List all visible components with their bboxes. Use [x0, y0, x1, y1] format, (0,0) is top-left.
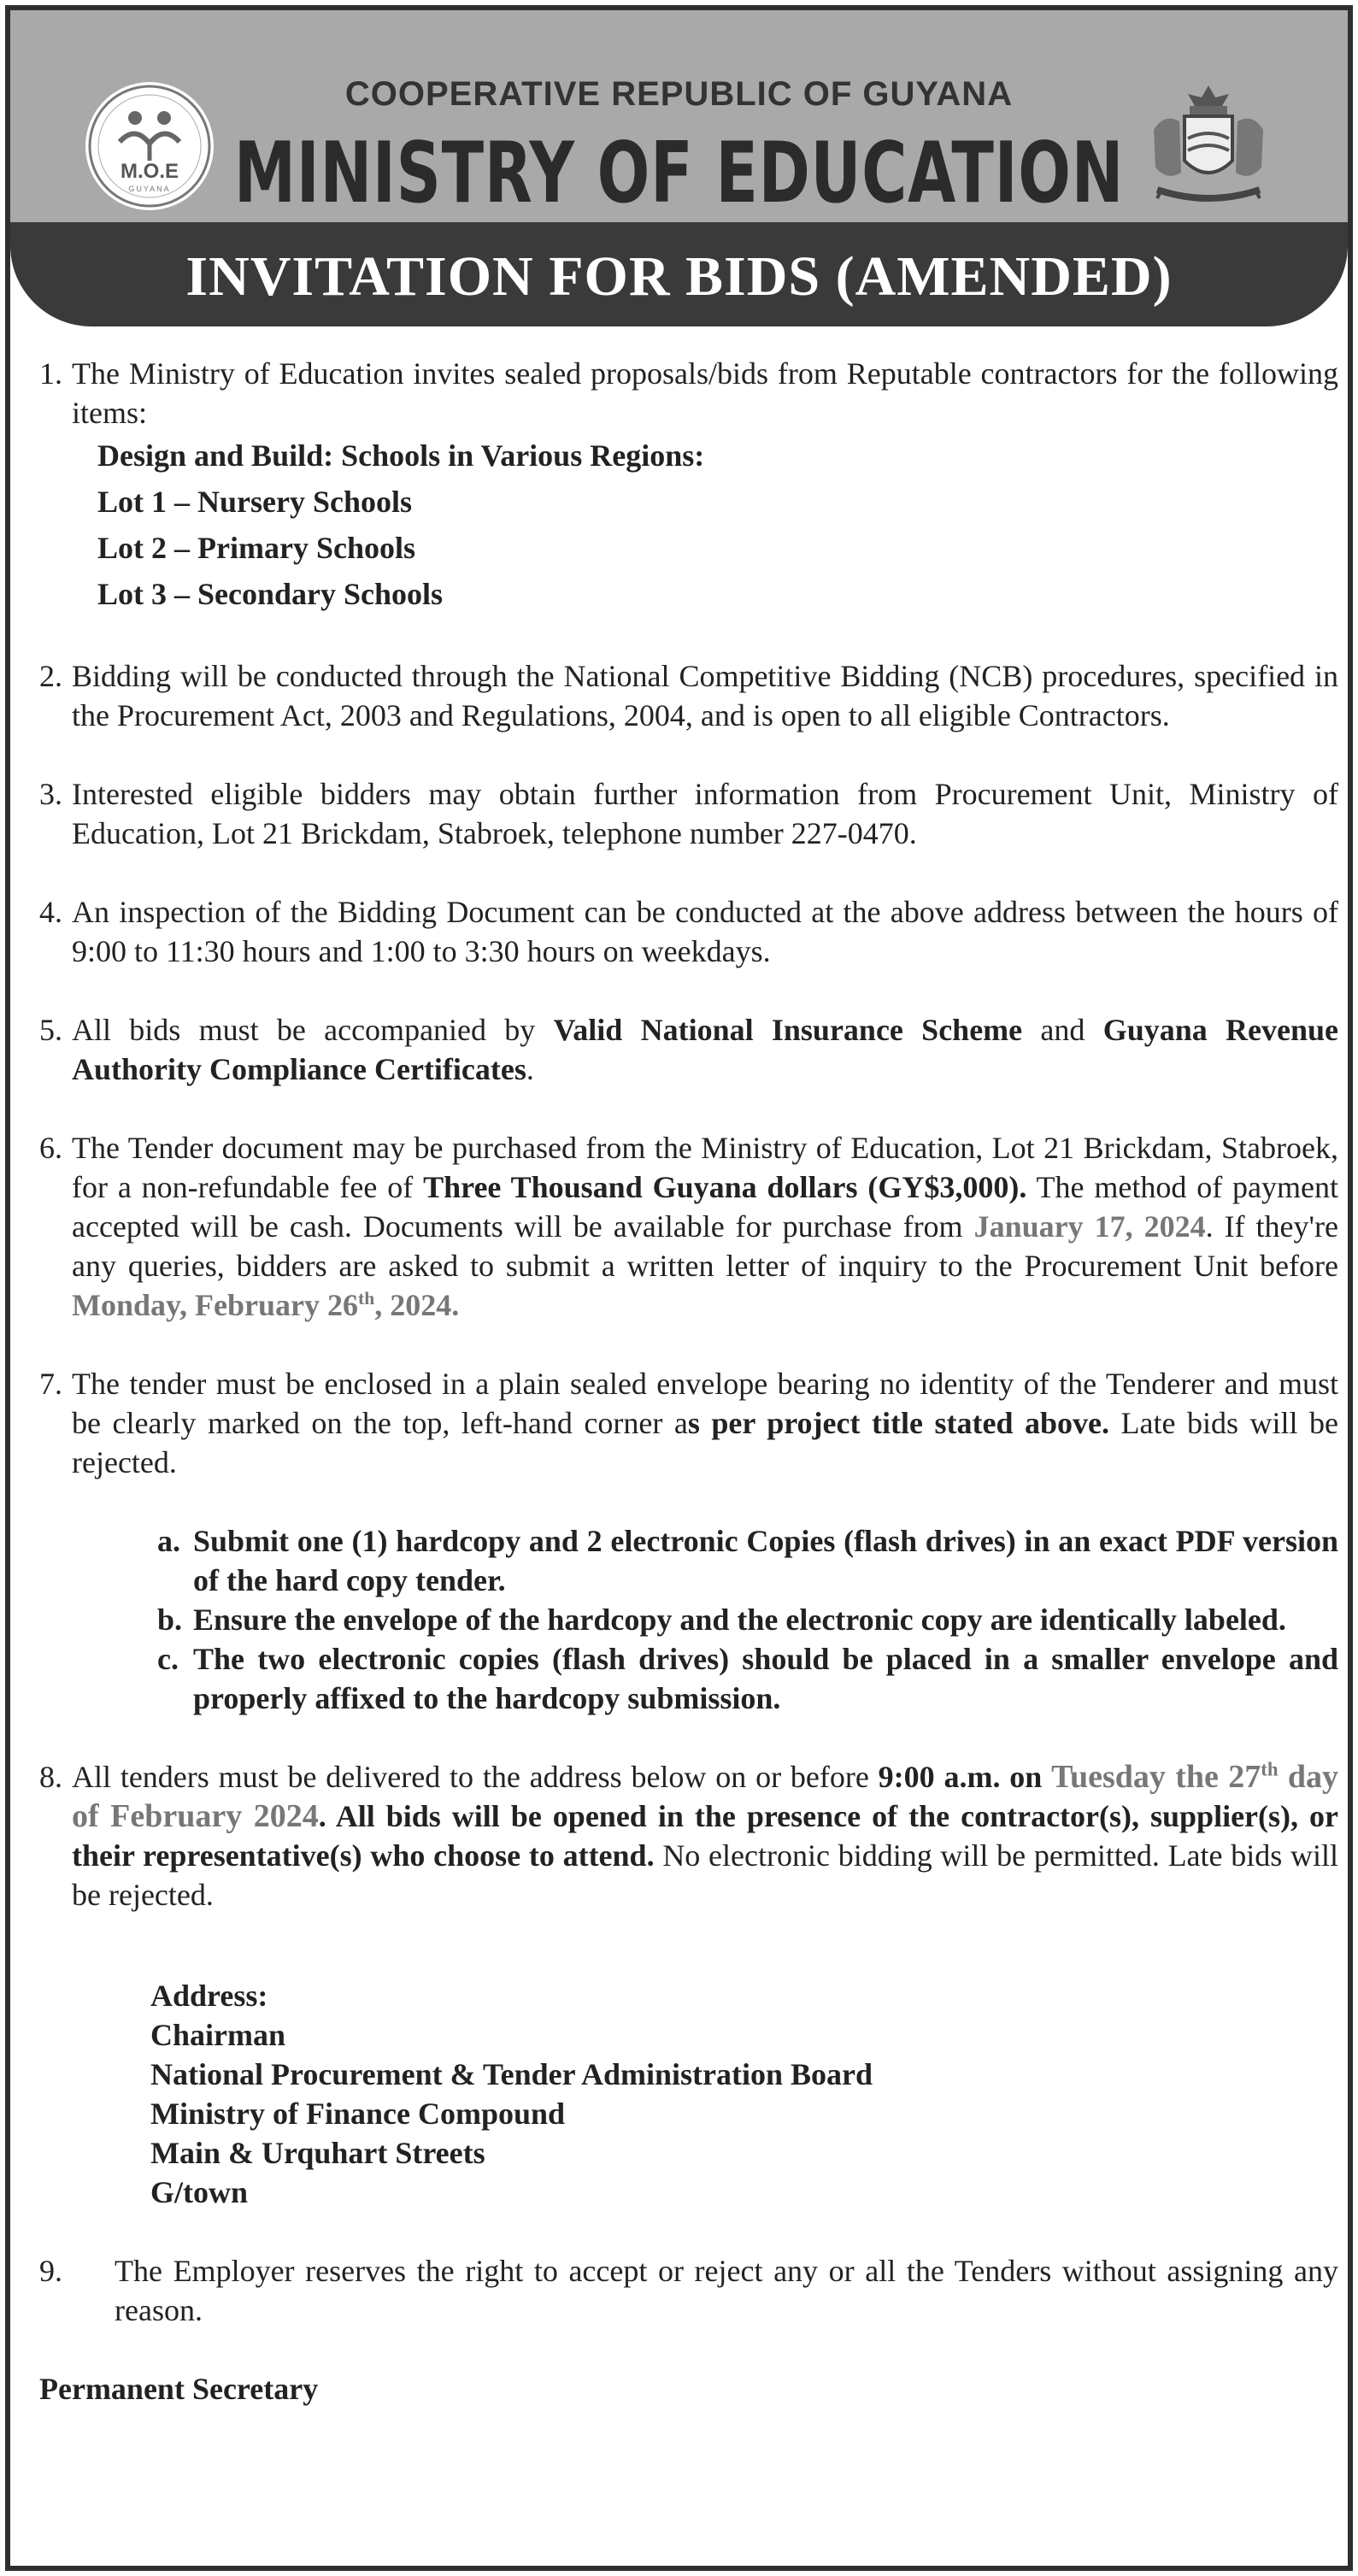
- text-run: . If they're any queries, bidders are asked to submit a written letter of inquiry to the Procurement Unit before: [72, 1209, 1338, 1283]
- banner-title: INVITATION FOR BIDS (AMENDED): [185, 245, 1173, 308]
- list-text: The two electronic copies (flash drives) should be placed in a smaller envelope and properly affixed to the hardcopy submission.: [193, 1642, 1338, 1715]
- text-run: The Tender document may be purchased from the Ministry of Education, Lot 21 Brickdam, Stabroek, for a non-refundable fee of: [72, 1131, 1338, 1204]
- list-label: a.: [157, 1524, 180, 1558]
- logo-subtext: GUYANA: [128, 185, 171, 193]
- text-run: and: [1022, 1013, 1103, 1047]
- item-3: [39, 774, 1338, 853]
- list-text: Submit one (1) hardcopy and 2 electronic Copies (flash drives) in an exact PDF version of the hard copy tender.: [193, 1524, 1338, 1597]
- item-text: An inspection of the Bidding Document can be conducted at the above address between the hours of 9:00 to 11:30 hours and 1:00 to 3:30 hours on weekdays.: [72, 895, 1338, 968]
- item-9: [39, 2251, 1338, 2330]
- item-2: [39, 656, 1338, 735]
- item-text: [72, 1128, 1338, 1325]
- lot-item: Lot 2 – Primary Schools: [97, 531, 415, 565]
- item-7: [39, 1364, 1338, 1718]
- lots-heading: Design and Build: Schools in Various Regions:: [97, 438, 705, 473]
- item-5: [39, 1010, 1338, 1089]
- item-number: 3.: [39, 777, 62, 811]
- advertisement-frame: [5, 5, 1353, 2571]
- item-number: 4.: [39, 895, 62, 929]
- item-number: 5.: [39, 1013, 62, 1047]
- address-line: Ministry of Finance Compound: [150, 2097, 566, 2131]
- address-line: Address:: [150, 1979, 268, 2013]
- lot-item: Lot 3 – Secondary Schools: [97, 577, 444, 611]
- text-run: The method of payment accepted will be cash. Documents will be available for purchase from: [72, 1170, 1339, 1244]
- header: [10, 10, 1348, 222]
- item-number: 8.: [39, 1760, 62, 1794]
- item-8: [39, 1757, 1338, 1914]
- lots-list: [97, 432, 1338, 617]
- item-text: [72, 1364, 1338, 1718]
- address-line: G/town: [150, 2175, 249, 2209]
- text-run: All bids must be accompanied by: [72, 1013, 554, 1047]
- country-name: COOPERATIVE REPUBLIC OF GUYANA: [344, 75, 1014, 113]
- ordinal-suffix: th: [1261, 1758, 1279, 1780]
- text-run: The tender must be enclosed in a plain sealed envelope bearing no identity of the Tenderer and must be clearly marked on the top, left-hand corner a: [72, 1367, 1338, 1440]
- delivery-date-day: Tuesday the 27: [1051, 1759, 1261, 1795]
- list-text: Ensure the envelope of the hardcopy and the electronic copy are identically labeled.: [193, 1603, 1286, 1637]
- list-item: [157, 1521, 1338, 1600]
- item-number: 2.: [39, 659, 62, 693]
- lot-item: Lot 1 – Nursery Schools: [97, 485, 412, 519]
- address-line: Main & Urquhart Streets: [150, 2136, 485, 2170]
- address-line: National Procurement & Tender Administration Board: [150, 2057, 873, 2091]
- ministry-name: MINISTRY OF EDUCATION: [233, 125, 1125, 222]
- list-item: [157, 1600, 1338, 1639]
- list-item: [157, 1639, 1338, 1718]
- query-deadline-day: Monday, February 26: [72, 1288, 359, 1322]
- query-deadline-year: , 2024.: [374, 1288, 460, 1322]
- delivery-time: 9:00 a.m. on: [878, 1760, 1052, 1794]
- item-number: 1.: [39, 356, 62, 391]
- logo-text: M.O.E: [120, 160, 179, 183]
- item-number: 9.: [39, 2254, 62, 2288]
- signature: Permanent Secretary: [39, 2372, 319, 2406]
- content: [39, 354, 1338, 2408]
- text-run: All tenders must be delivered to the address below on or before: [72, 1760, 879, 1794]
- item-4: [39, 892, 1338, 971]
- delivery-date-month: day of February 2024: [72, 1759, 1338, 1834]
- text-run: Late bids will be rejected.: [72, 1406, 1338, 1479]
- item-text: The Ministry of Education invites sealed proposals/bids from Reputable contractors for the following items:: [72, 356, 1338, 430]
- nis-requirement: Valid National Insurance Scheme: [553, 1013, 1023, 1047]
- guyana-coat-of-arms-icon: [1137, 79, 1280, 215]
- text-run-bold: s per project title stated above.: [687, 1406, 1109, 1440]
- address-block: [150, 1976, 1338, 2212]
- text-run: No electronic bidding will be permitted. Late bids will be rejected.: [72, 1838, 1338, 1912]
- item-number: 7.: [39, 1367, 62, 1401]
- item-6: [39, 1128, 1338, 1325]
- query-deadline: [72, 1288, 459, 1322]
- item-text: [72, 1010, 1338, 1089]
- opening-notice: . All bids will be opened in the presence of the contractor(s), supplier(s), or their representative(s) who choose to attend.: [72, 1799, 1338, 1873]
- item-text: The Employer reserves the right to accept or reject any or all the Tenders without assigning any reason.: [115, 2254, 1338, 2327]
- text-run: .: [526, 1052, 534, 1086]
- item-1: [39, 354, 1338, 617]
- address-line: Chairman: [150, 2018, 286, 2052]
- list-label: b.: [157, 1603, 183, 1637]
- list-label: c.: [157, 1642, 179, 1676]
- submission-requirements: [157, 1521, 1338, 1718]
- gra-requirement: Guyana Revenue Authority Compliance Certificates: [72, 1013, 1339, 1086]
- item-text: Interested eligible bidders may obtain further information from Procurement Unit, Ministry of Education, Lot 21 Brickdam, Stabroek, telephone number 227-0470.: [72, 777, 1338, 850]
- item-number: 6.: [39, 1131, 62, 1165]
- item-text: [72, 1757, 1338, 1914]
- item-text: Bidding will be conducted through the National Competitive Bidding (NCB) procedures, specified in the Procurement Act, 2003 and Regulations, 2004, and is open to all eligible Contractors.: [72, 659, 1338, 732]
- ordinal-suffix: th: [358, 1288, 375, 1309]
- availability-date: January 17, 2024: [973, 1209, 1206, 1244]
- tender-fee: Three Thousand Guyana dollars (GY$3,000).: [423, 1170, 1027, 1204]
